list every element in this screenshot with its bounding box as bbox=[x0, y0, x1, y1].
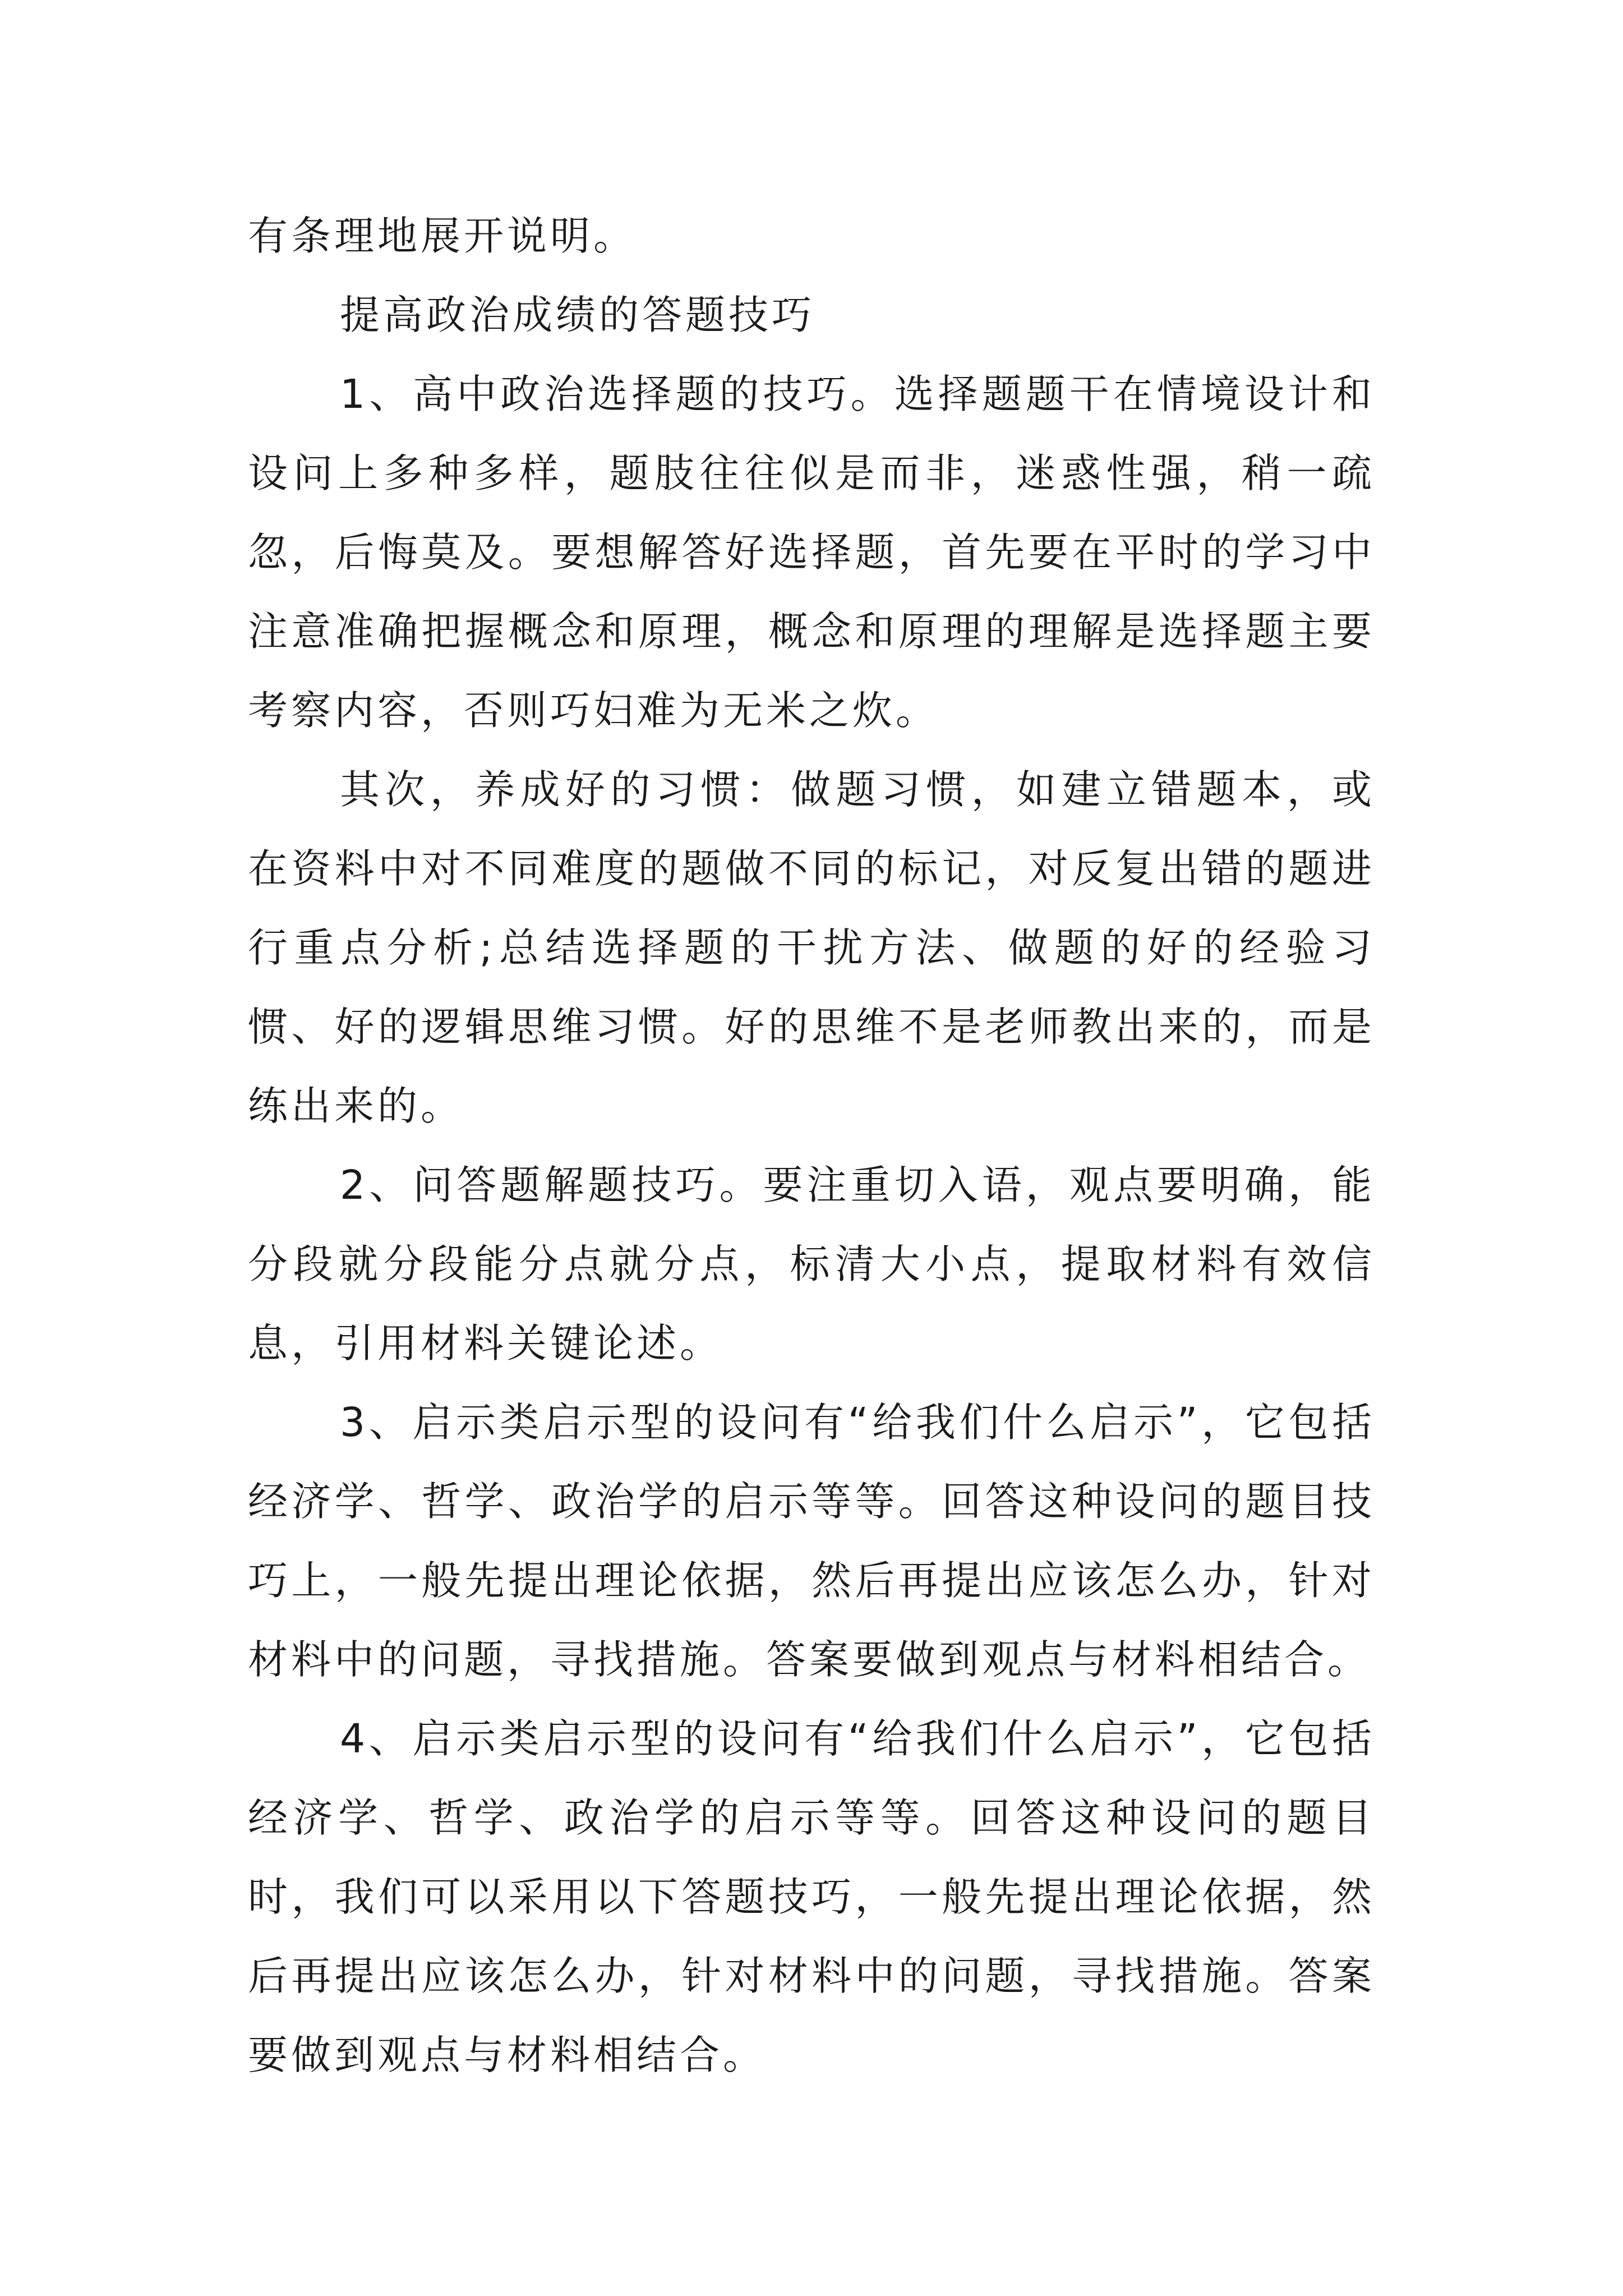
paragraph-essay-questions: 2、问答题解题技巧。要注重切入语，观点要明确，能分段就分段能分点就分点，标清大小点，提取材料有效信息，引用材料关键论述。 bbox=[248, 1162, 1375, 1366]
paragraph-choice-questions: 1、高中政治选择题的技巧。选择题题干在情境设计和设问上多种多样，题肢往往似是而非，迷惑性强，稍一疏忽，后悔莫及。要想解答好选择题，首先要在平时的学习中注意准确把握概念和原理，概念和原理的理解是选择题主要考察内容，否则巧妇难为无米之炊。 bbox=[248, 371, 1375, 734]
paragraph-continuation: 有条理地展开说明。 bbox=[248, 213, 637, 259]
document-body bbox=[248, 196, 1375, 2095]
paragraph-habits: 其次，养成好的习惯：做题习惯，如建立错题本，或在资料中对不同难度的题做不同的标记，对反复出错的题进行重点分析;总结选择题的干扰方法、做题的好的经验习惯、好的逻辑思维习惯。好的思维不是老师教出来的，而是练出来的。 bbox=[248, 766, 1375, 1129]
paragraph-inspiration-questions-3: 3、启示类启示型的设问有“给我们什么启示”，它包括经济学、哲学、政治学的启示等等。回答这种设问的题目技巧上，一般先提出理论依据，然后再提出应该怎么办，针对材料中的问题，寻找措施。答案要做到观点与材料相结合。 bbox=[248, 1399, 1375, 1683]
section-heading: 提高政治成绩的答题技巧 bbox=[340, 292, 815, 338]
paragraph-inspiration-questions-4: 4、启示类启示型的设问有“给我们什么启示”，它包括经济学、哲学、政治学的启示等等。回答这种设问的题目时，我们可以采用以下答题技巧，一般先提出理论依据，然后再提出应该怎么办，针对材料中的问题，寻找措施。答案要做到观点与材料相结合。 bbox=[248, 1715, 1375, 2078]
